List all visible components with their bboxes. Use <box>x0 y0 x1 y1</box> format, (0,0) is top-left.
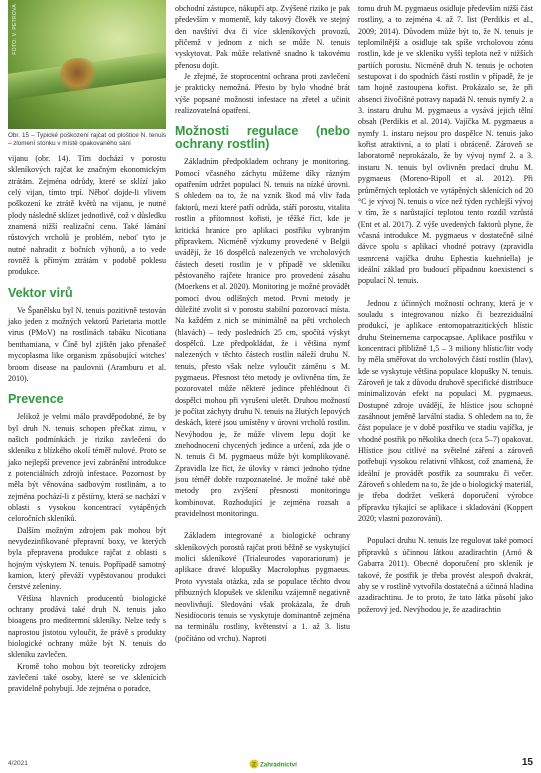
page-footer <box>0 757 541 773</box>
issue-number: 4/2021 <box>8 760 28 767</box>
paragraph: obchodní zástupce, nákupčí atp. Zvýšené riziko je pak především v momentě, kdy takový člověk ve stejný den navštíví dva či více skleníkových provozů, přičemž v jednom z nich se může N. tenuis vyskytovat. Pak může relativně snadno k takovému přenosu dojít. <box>175 4 350 70</box>
paragraph: Kromě toho mohou být teoreticky zdrojem zavlečení také osoby, které se ve sklenících pravidelně pohybují. Jde zejména o poradce, <box>8 661 166 694</box>
paragraph: vijanu (obr. 14). Tím dochází v porostu skleníkových rajčat ke značným ekonomickým ztrátám. Zejména odrůdy, které se sklízí jako celý vijan, tímto trpí. Něboť dojde-li vlivem poškození ke ztrátě květů na vijanu, je nutné plody následně sklízet jednotlivě, což v důsledku znamená nižší realizační cenu. Také lámání růstových vrcholů je problém, neboť tyto je nutné nahradit z bočních výhonů, a to vede rovněž k přímým ztrátám v podobě poklesu produkce. <box>8 154 166 277</box>
figure-caption: Obr. 15 – Typické poškození rajčat od ploštice N. tenuis – zlomení stonku v místě opakovaného sání <box>8 132 166 147</box>
column-left <box>8 0 166 695</box>
paragraph: tomu druh M. pygmaeus osidluje především nižší část rostliny, a to zejména 4. až 7. list (Perdikis et al., 2009; 2014). Důvodem může být to, že N. tenuis je teplomilnější a osidluje tak spíše vrcholovou zónu rostlin, kde je ve skleníku vyšší teplota než v nižších partiích porostu. Nicméně druh N. tenuis je ochoten sestupovat i do spodních částí rostlin v případě, že je tam hojně zastoupena kořist. Prokázalo se, že při absenci živočišné potravy napadá N. tenuis nymfy 2. a 3. instaru druhu M. pygmaeus a vysává jejich tělní obsah (Perdikis et al. 2014). Vajíčka M. pygmaeus a nymfy 1. instaru nejsou pro dospělce N. tenuis jako kořist atraktivní, a to platí i obráceně. Zároveň se laboratorně neprokázalo, že by vývoj nymf 2. a 3. instaru N. tenuis byl ovlivněn predací druhu M. pygmaeus (Moreno-Ripoll et al. 2012). Při průměrných teplotách ve vytápěných sklenících od 20 °C je vývoj N. tenuis o více než týden rychlejší vývoj v tím, že s narůstající teplotou tento rozdíl vzrůstá (Ent et al. 2017). Z výše uvedených faktorů plyne, že včasná introdukce M. pygmaeus v dostatečně silné dávce spolu s aplikací vhodné potravy (zpravidla usmrcená vajíčka druhu Ephestia kuehniella) je ideální základ pro budoucí případnou koexistenci s populací N. tenuis. <box>358 4 533 286</box>
section-heading-prevention: Prevence <box>8 392 64 407</box>
section-heading-regulation: Možnosti regulace (nebo ochrany rostlin) <box>175 124 350 152</box>
paragraph: Jednou z účinných možností ochrany, která je v souladu s integrovanou nízko či bezreziduální produkcí, je aplikace entomopatrazitických hlístic druhu Steinernema carpocapsae. Aplikace postřiku v koncentraci přibližně 1,5 – 3 miliony hlístic/litr vody by měla směřovat do vrcholových částí rostlin (hlav), kde se vyskytuje většina populace klopušky N. tenuis. Zároveň je tak z důvodu druhově specifické distribuce minimalizován efekt na populaci M. pygmaeus. Dostupné zdroje uvádějí, že hlístice jsou schopné zasáhnout jeměně larvální stadia. S ohledem na to, že část populace je v době postřiku ve stadiu vajíčka, je vhodné postřik po několika dnech (cca 5–7) opakovat. Hlístice jsou citlivé na světelné záření a zároveň potřebují vysokou relativní vlhkost, což znamená, že ideální je provádět postřik za soumraku či večer. Zároveň s ohledem na to, že jde o biologický materiál, je třeba dodržet veškerá doporučení výrobce přípravku týkající se aplikace i skladování (Koppert 2020; vlastní pozorování). <box>358 298 533 524</box>
tomato-stem-photo <box>8 0 166 129</box>
paragraph: Dalším možným zdrojem pak mohou být nevydezinfikované přepravní boxy, ve kterých byla přepravena produkce rajčat z oblasti s hojným výskytem N. tenuis. Popřípadě samotný kamion, který převáží vypěstovanou produkci čerstvé zeleniny. <box>8 525 166 592</box>
paragraph: Většina hlavních producentů biologické ochrany prodává také druh N. tenuis jako bioagens pro meditermní skleníky. Nelze tedy s naprostou jistotou vyloučit, že právě s produkty biologické ochrany může být N. tenuis do skleníku zavlečen. <box>8 593 166 660</box>
photo-credit: FOTO: V. PETROVA <box>12 4 18 55</box>
paragraph: Jelikož je velmi málo pravděpodobné, že by byl druh N. tenuis schopen přečkat zimu, v našich podmínkách je riziko zavlečení do skleníku z blízkého okolí téměř nulové. Proto se jako nejlepší prevence jeví zabránění introdukce z potenciálních zdrojů infestace. Pozornost by měla být věnována sadbovým rostlinám, a to zejména pochází-li z pěstírny, která se nachází v oblasti s vysokou koncentrací vytápěných celoročních skleníků. <box>8 412 166 524</box>
paragraph: Ve Španělsku byl N. tenuis pozitivně testován jako jeden z možných vektorů Parietaria mottle virus (PMoV) na rostlinách tabáku Nicotiana benthamiana, v Číně byl zjištěn jako přenašeč mycoplasma like organism způsobující witches' broom disease na paulovnii (Aramburu et al. 2010). <box>8 305 166 383</box>
logo-text: Zahradnictví <box>260 761 297 769</box>
page-number: 15 <box>521 757 533 768</box>
svg-text:Z: Z <box>252 761 256 769</box>
stem-damage <box>60 58 98 92</box>
magazine-logo <box>249 758 297 770</box>
paragraph: Populaci druhu N. tenuis lze regulovat také pomocí přípravků s účinnou látkou azadirachtin (Arnó & Gabarra 2011). Obecné doporučení pro skleník je takové, že postřik je třeba provést alespoň dvakrát, aby se v rostlině vytvořila dostatečná a účinná hladina azadirachtinu. Je to proto, že tato látka působí jako požerový jed. Nevýhodou je, že azadirachtin <box>358 536 533 614</box>
paragraph: Základem integrované a biologické ochrany skleníkových porostů rajčat proti běžně se vyskytující molici skleníkové (Trialeurodes vaporariorum) je aplikace dravé klopušky Macrolophus pygmaeus. Proto vyvstala otázka, zda se populace těchto dvou příbuzných klopušek ve skleníku vzájemně negativně neovlivňují. Sledování však prokázala, že druh Nesidiocoris tenuis se vyskytuje dominantně zejména na terminálu rostliny, květenství a 1. až 3. listu (počítáno od vrchu). Naproti <box>175 531 350 643</box>
column-right <box>358 3 533 615</box>
section-heading-vectors: Vektor virů <box>8 285 73 300</box>
paragraph: Základním předpokladem ochrany je monitoring. Pomocí včasného záchytu můžeme díky rázným opatřením udržet populaci N. tenuis na nízké úrovni. S ohledem na to, že na vznik škod má vliv řada faktorů, mezi které patří odrůda, stáří porostu, vitalita rostlin a přítomnost kořisti, je těžké říct, kde je kritická hranice pro aplikaci postřiku vybraným přípravkem. Nicméně výzkumy provedené v Belgii uvádějí, že 16 dospělců nalezených ve vrcholových částech deseti rostlin je v případě ve skleníku pěstovaného rajčete hranice pro provedení zásahu (Moerkens et al. 2020). Monitoring je možné provádět pomocí dvou odlišných metod. První metody je důležité zvolit si v porostu stabilní pozorovací místa. Na každém z nich se minimálně na pěti vrcholech (hlavách) – tedy posledních 25 cm, spočítá výskyt dospělců. Lze předpokládat, že i většina nymf nalezených v těchto částech rostlin náleží druhu N. tenuis, přesto však nelze vyloučit záměnu s M. pygmaeus. Přesnost této metody je ovlivněna tím, že pozorovatel může některé jedince přehlédnout či dospělci mohou při vyrušení uletět. Druhou možností je počítat záchyty druhu N. tenuis na žlutých lepových deskách, které jsou umístěny v úrovni vrcholů rostlin. Nevýhodou je, že může vlivem lepu dojít ke znehodnocení chycených jedince a určení, zda jde o N. tenuis či M. pygmaeus může být komplikované. Zpravidla lze říct, že úlovky v rámci jednoho týdne jsou téměř dobře rozpoznatelné. Je možné také obě metody pro zvýšení přesnosti monitoringu kombinovat. Rozhodující je zejména rozsah a pravidelnost monitoringu. <box>175 157 350 519</box>
paragraph: Je zřejmé, že stoprocentní ochrana proti zavlečení je prakticky nemožná. Přesto by bylo vhodné brát výše popsané možnosti infestace na zřetel a učinit realizovatelná opatření. <box>175 72 350 116</box>
column-middle <box>175 3 350 644</box>
